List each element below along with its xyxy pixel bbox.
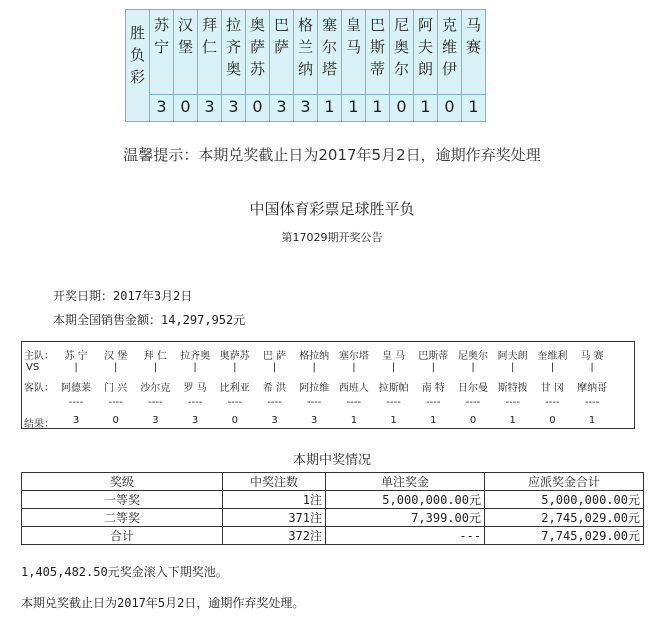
prize-total: 5,000,000.00元 <box>485 491 644 509</box>
team-name-cell <box>462 10 486 95</box>
home-team: 奎维利 <box>537 351 568 362</box>
announcement-subtitle: 第17029期开奖公告 <box>281 231 383 244</box>
prize-total: 7,745,029.00元 <box>485 527 644 545</box>
vs-mark: | <box>74 362 78 373</box>
dash-separator: ---- <box>187 397 203 408</box>
team-name-char: 齐 <box>225 38 241 56</box>
home-team: 皇 马 <box>382 351 406 362</box>
result-row <box>126 95 486 122</box>
team-name-cell <box>390 10 414 95</box>
vs-mark: | <box>590 362 594 373</box>
col-level: 奖级 <box>22 473 223 491</box>
team-name-cell <box>294 10 318 95</box>
team-name-cell <box>246 10 270 95</box>
col-unit: 单注奖金 <box>326 473 485 491</box>
team-name-char: 塞 <box>321 16 337 34</box>
vs-mark: | <box>272 362 277 373</box>
team-row <box>126 10 486 95</box>
vs-mark: | <box>114 362 118 373</box>
team-name-char: 伊 <box>441 60 457 78</box>
team-name-char: 宁 <box>153 38 169 56</box>
lottery-label-char: 胜 <box>129 24 145 42</box>
vs-mark: | <box>352 362 356 373</box>
away-row-label: 客队： <box>24 383 54 394</box>
match-result-cell: 3 <box>270 95 294 122</box>
dash-separator: ---- <box>584 397 600 408</box>
dash-separator: ---- <box>227 397 243 408</box>
team-name-cell <box>174 10 198 95</box>
match-result-cell: 0 <box>246 95 270 122</box>
grid-result: 0 <box>112 415 119 426</box>
team-name-char: 皇 <box>345 16 361 34</box>
prize-row <box>22 491 644 509</box>
prize-level: 一等奖 <box>22 491 223 509</box>
team-name-char: 巴 <box>273 16 289 34</box>
team-name-char: 夫 <box>417 38 433 56</box>
team-name-cell <box>222 10 246 95</box>
match-result-cell: 1 <box>462 95 486 122</box>
home-team: 格拉纳 <box>299 351 330 362</box>
team-name-char: 拉 <box>225 16 241 34</box>
team-name-char: 赛 <box>465 38 481 56</box>
dash-separator: ---- <box>505 397 520 408</box>
vs-mark: | <box>391 362 396 373</box>
team-name-char: 马 <box>465 16 481 34</box>
dash-separator: ---- <box>386 397 401 408</box>
team-name-char: 兰 <box>297 38 313 56</box>
dash-separator: ---- <box>68 397 84 408</box>
result-summary-table <box>125 9 486 122</box>
home-team: 阿夫朗 <box>497 351 528 362</box>
match-result-cell: 3 <box>198 95 222 122</box>
team-name-char: 堡 <box>177 38 193 56</box>
grid-result: 0 <box>469 415 477 426</box>
prize-row <box>22 527 644 545</box>
away-team: 阿德莱 <box>61 383 91 394</box>
dash-separator: ---- <box>426 397 441 408</box>
away-team: 罗 马 <box>183 383 207 394</box>
match-result-cell: 0 <box>390 95 414 122</box>
prize-unit: 7,399.00元 <box>326 509 485 527</box>
dash-separator: ---- <box>148 397 163 408</box>
team-name-char: 尔 <box>393 60 409 78</box>
team-name-char: 苏 <box>153 16 169 34</box>
prize-heading: 本期中奖情况 <box>292 453 371 468</box>
grid-result: 3 <box>271 415 278 426</box>
away-team: 西班人 <box>338 383 369 394</box>
match-result-cell: 1 <box>342 95 366 122</box>
team-name-char: 奥 <box>249 16 265 34</box>
team-name-char: 尼 <box>393 16 409 34</box>
away-team: 摩纳哥 <box>577 383 608 394</box>
vs-row-label: VS <box>26 362 40 373</box>
away-team: 南 特 <box>421 383 445 394</box>
away-team: 门 兴 <box>104 383 128 394</box>
team-name-cell <box>414 10 438 95</box>
dash-separator: ---- <box>545 397 560 408</box>
away-team: 日尔曼 <box>458 383 488 394</box>
home-team: 马 赛 <box>580 351 604 362</box>
home-team: 尼奥尔 <box>458 351 488 362</box>
team-name-char: 萨 <box>249 38 265 56</box>
team-name-cell <box>438 10 462 95</box>
vs-mark: | <box>471 362 475 373</box>
grid-result: 0 <box>231 415 238 426</box>
team-name-char: 纳 <box>297 60 313 78</box>
vs-mark: | <box>233 362 237 373</box>
grid-result: 1 <box>430 415 437 426</box>
team-name-char: 拜 <box>201 16 217 34</box>
team-name-char: 格 <box>297 16 313 34</box>
match-result-cell: 1 <box>414 95 438 122</box>
team-name-char: 马 <box>345 38 361 56</box>
team-name-char: 仁 <box>201 38 217 56</box>
lottery-label-char: 负 <box>129 46 145 64</box>
vs-mark: | <box>193 362 197 373</box>
away-team: 甘 冈 <box>540 383 564 394</box>
team-name-cell <box>342 10 366 95</box>
away-team: 希 洪 <box>262 383 287 394</box>
grid-result: 0 <box>549 415 556 426</box>
home-row-label: 主队： <box>24 351 54 362</box>
team-name-char: 巴 <box>369 16 385 34</box>
team-name-cell <box>150 10 174 95</box>
dash-separator: ---- <box>267 397 282 408</box>
grid-result: 1 <box>350 415 358 426</box>
match-result-cell: 0 <box>174 95 198 122</box>
dash-separator: ---- <box>465 397 481 408</box>
rollover-text: 1,405,482.50元奖金滚入下期奖池。 <box>21 565 228 579</box>
grid-result: 3 <box>191 415 199 426</box>
team-name-char: 蒂 <box>369 60 385 78</box>
match-result-cell: 1 <box>318 95 342 122</box>
team-name-char: 奥 <box>225 60 241 78</box>
match-result-cell: 0 <box>438 95 462 122</box>
home-team: 塞尔塔 <box>338 351 369 362</box>
prize-table <box>21 472 644 545</box>
prize-level: 合计 <box>22 527 223 545</box>
grid-result: 3 <box>152 415 159 426</box>
vs-mark: | <box>431 362 435 373</box>
team-name-char: 汉 <box>177 16 193 34</box>
match-result-cell: 3 <box>294 95 318 122</box>
team-name-char: 塔 <box>321 60 337 78</box>
home-team: 苏 宁 <box>64 351 88 362</box>
team-name-char: 克 <box>441 16 457 34</box>
dash-separator: ---- <box>346 397 362 408</box>
lottery-label <box>126 10 150 122</box>
team-name-char: 斯 <box>369 38 385 56</box>
away-team: 沙尔克 <box>140 383 171 394</box>
team-name-char: 维 <box>441 38 457 56</box>
home-team: 巴斯蒂 <box>418 351 449 362</box>
team-name-cell <box>366 10 390 95</box>
prize-row <box>22 509 644 527</box>
team-name-cell <box>198 10 222 95</box>
col-total: 应派奖金合计 <box>485 473 644 491</box>
team-name-char: 奥 <box>393 38 409 56</box>
dash-separator: ---- <box>306 397 322 408</box>
team-name-char: 尔 <box>321 38 337 56</box>
prize-count: 372注 <box>223 527 326 545</box>
grid-result: 1 <box>588 415 596 426</box>
prize-total: 2,745,029.00元 <box>485 509 644 527</box>
home-team: 汉 堡 <box>104 351 128 362</box>
lottery-label-char: 彩 <box>129 68 145 86</box>
col-count: 中奖注数 <box>223 473 326 491</box>
match-result-cell: 3 <box>222 95 246 122</box>
away-team: 斯特拨 <box>497 383 528 394</box>
prize-header-row <box>22 473 644 491</box>
notice-text: 温馨提示：本期兑奖截止日为2017年5月2日，逾期作弃奖处理 <box>123 146 541 164</box>
away-team: 阿拉维 <box>299 383 330 394</box>
deadline-text: 本期兑奖截止日为2017年5月2日，逾期作弃奖处理。 <box>21 596 305 610</box>
home-team: 巴 萨 <box>262 351 287 362</box>
home-team: 拜 仁 <box>143 351 167 362</box>
team-name-char: 苏 <box>249 60 265 78</box>
prize-unit: 5,000,000.00元 <box>326 491 485 509</box>
vs-mark: | <box>511 362 515 373</box>
vs-mark: | <box>312 362 316 373</box>
prize-unit: --- <box>326 527 485 545</box>
grid-result: 1 <box>390 415 397 426</box>
match-result-cell: 1 <box>366 95 390 122</box>
draw-date: 开奖日期：2017年3月2日 <box>53 289 193 303</box>
away-team: 比利亚 <box>219 383 250 394</box>
grid-result: 1 <box>509 415 516 426</box>
match-result-cell: 3 <box>150 95 174 122</box>
home-team: 奥萨苏 <box>219 351 250 362</box>
sales-amount: 本期全国销售金额：14,297,952元 <box>53 313 246 327</box>
vs-mark: | <box>153 362 158 373</box>
team-name-cell <box>270 10 294 95</box>
vs-mark: | <box>550 362 555 373</box>
team-name-char: 朗 <box>417 60 433 78</box>
team-name-char: 萨 <box>273 38 289 56</box>
prize-count: 1注 <box>223 491 326 509</box>
prize-count: 371注 <box>223 509 326 527</box>
result-row-label: 结果： <box>24 419 54 430</box>
announcement-title: 中国体育彩票足球胜平负 <box>249 200 415 218</box>
dash-separator: ---- <box>108 397 123 408</box>
match-grid <box>21 341 635 429</box>
grid-result: 3 <box>72 415 80 426</box>
home-team: 拉齐奥 <box>180 351 211 362</box>
grid-result: 3 <box>311 415 318 426</box>
prize-level: 二等奖 <box>22 509 223 527</box>
team-name-char: 阿 <box>417 16 433 34</box>
away-team: 拉斯帕 <box>378 383 409 394</box>
team-name-cell <box>318 10 342 95</box>
